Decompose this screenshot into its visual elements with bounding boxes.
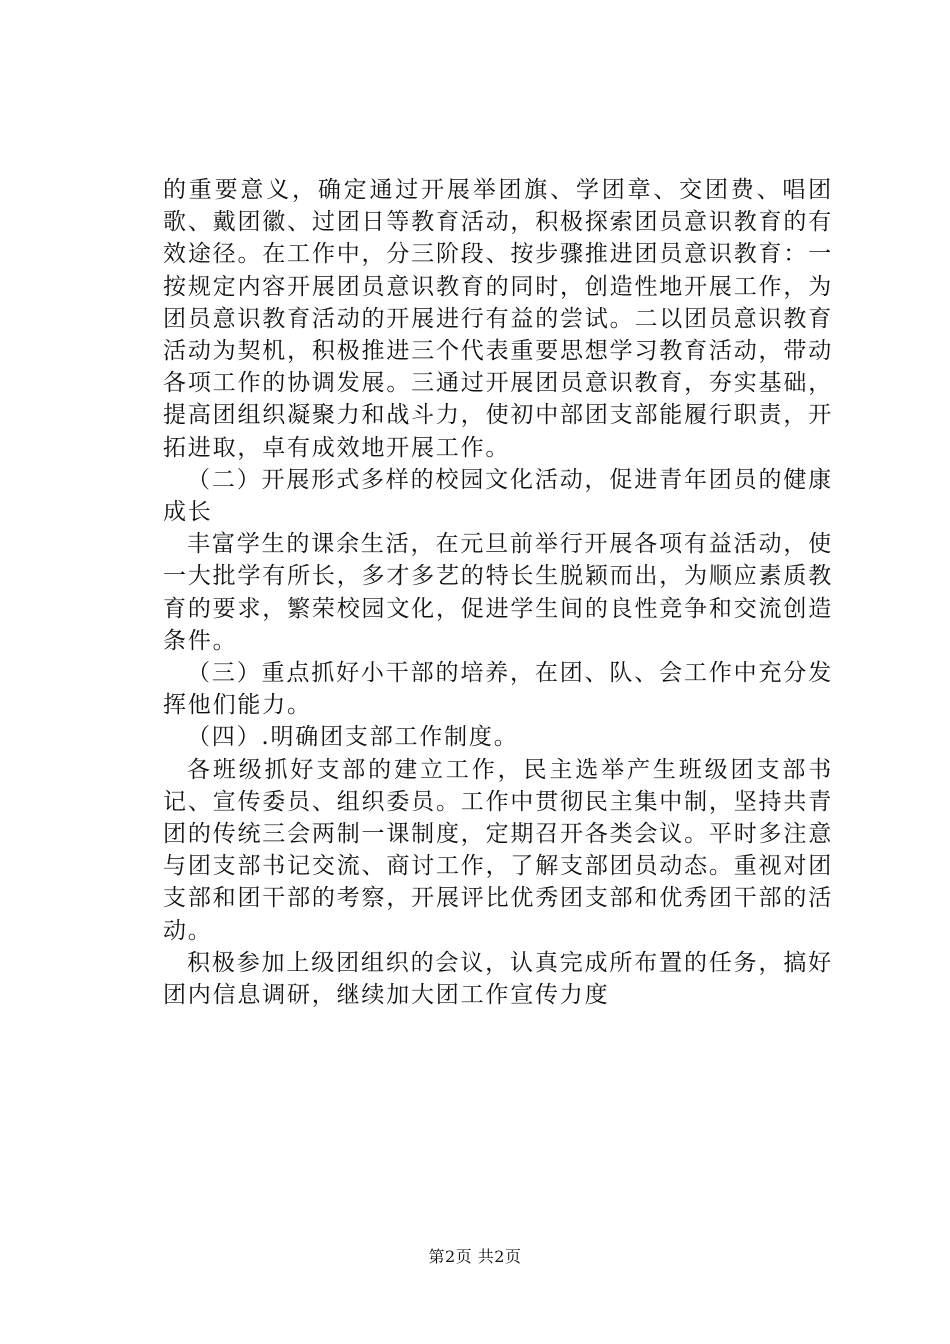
paragraph-branch-system: 各班级抓好支部的建立工作，民主选举产生班级团支部书记、宣传委员、组织委员。工作中贯彻民主集中制，坚持共青团的传统三会两制一课制度，定期召开各类会议。平时多注意与团支部书记交流、商讨工作，了解支部团员动态。重视对团支部和团干部的考察，开展评比优秀团支部和优秀团干部的活动。	[163, 756, 833, 944]
document-body	[163, 174, 833, 1011]
paragraph-meetings: 积极参加上级团组织的会议，认真完成所布置的任务，搞好团内信息调研，继续加大团工作宣传力度	[163, 949, 833, 1009]
paragraph-campus-culture: 丰富学生的课余生活，在元旦前举行开展各项有益活动，使一大批学有所长，多才多艺的特长生脱颖而出，为顺应素质教育的要求，繁荣校园文化，促进学生间的良性竞争和交流创造条件。	[163, 531, 833, 654]
section-heading-3: （三）重点抓好小干部的培养，在团、队、会工作中充分发挥他们能力。	[163, 660, 833, 719]
page-number-footer: 第2页 共2页	[428, 1247, 522, 1266]
section-heading-2: （二）开展形式多样的校园文化活动，促进青年团员的健康成长	[163, 466, 833, 526]
section-heading-4: （四）.明确团支部工作制度。	[187, 724, 519, 751]
paragraph-continuation: 的重要意义，确定通过开展举团旗、学团章、交团费、唱团歌、戴团徽、过团日等教育活动，积极探索团员意识教育的有效途径。在工作中，分三阶段、按步骤推进团员意识教育：一按规定内容开展团员意识教育的同时，创造性地开展工作，为团员意识教育活动的开展进行有益的尝试。二以团员意识教育活动为契机，积极推进三个代表重要思想学习教育活动，带动各项工作的协调发展。三通过开展团员意识教育，夯实基础，提高团组织凝聚力和战斗力，使初中部团支部能履行职责，开拓进取，卓有成效地开展工作。	[163, 177, 833, 461]
